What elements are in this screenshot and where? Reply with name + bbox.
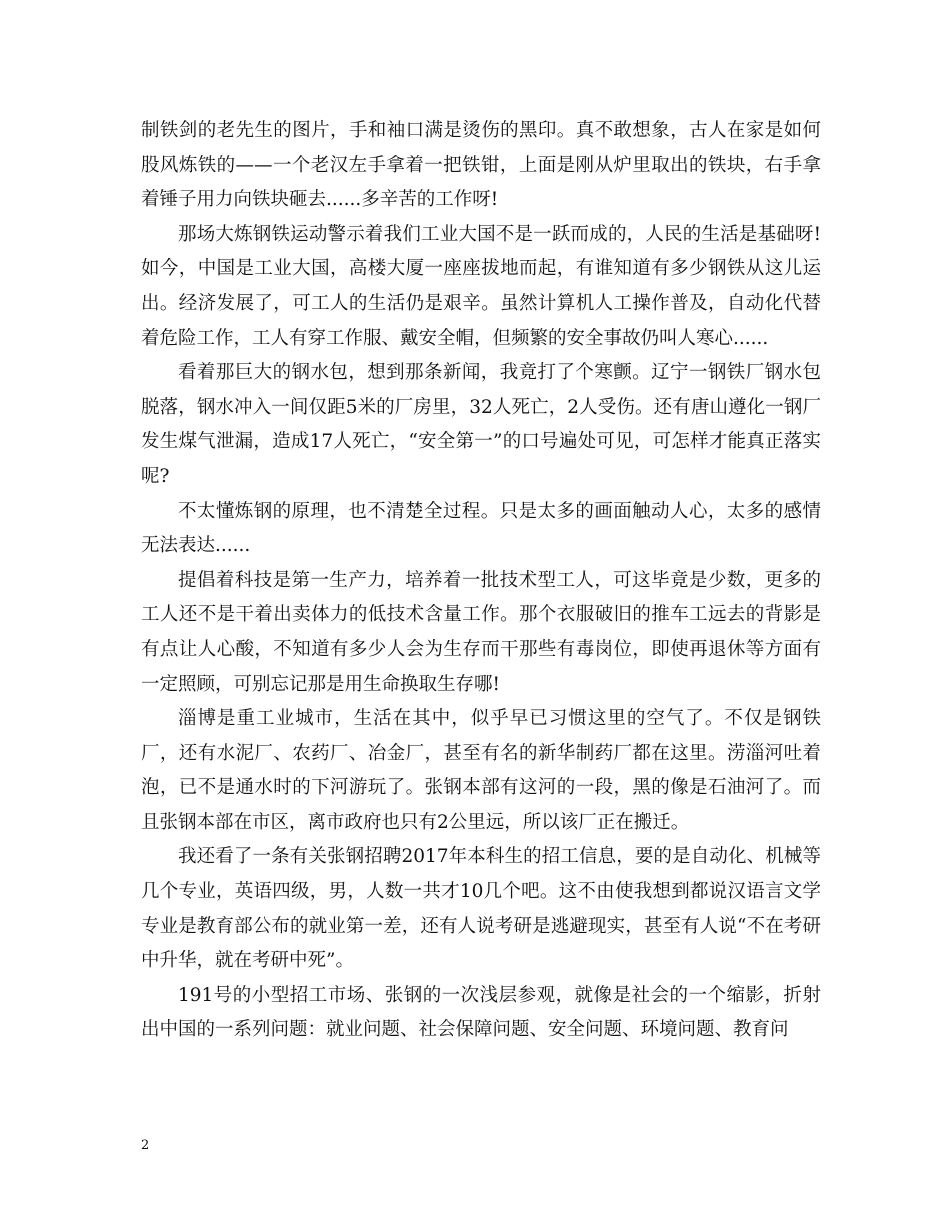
paragraph: 淄博是重工业城市，生活在其中，似乎早已习惯这里的空气了。不仅是钢铁厂，还有水泥厂、农药厂、冶金厂，甚至有名的新华制药厂都在这里。涝淄河吐着泡，已不是通水时的下河游玩了。张钢本部有这河的一段，黑的像是石油河了。而且张钢本部在市区，离市政府也只有2公里远，所以该厂正在搬迁。 xyxy=(141,708,821,833)
paragraph: 那场大炼钢铁运动警示着我们工业大国不是一跃而成的，人民的生活是基础呀!如今，中国是工业大国，高楼大厦一座座拔地而起，有谁知道有多少钢铁从这儿运出。经济发展了，可工人的生活仍是艰辛。虽然计算机人工操作普及，自动化代替着危险工作，工人有穿工作服、戴安全帽，但频繁的安全事故仍叫人寒心...... xyxy=(141,223,821,349)
paragraph: 不太懂炼钢的原理，也不清楚全过程。只是太多的画面触动人心，太多的感情无法表达...... xyxy=(141,500,821,557)
paragraph: 191号的小型招工市场、张钢的一次浅层参观，就像是社会的一个缩影，折射出中国的一系列问题：就业问题、社会保障问题、安全问题、环境问题、教育问 xyxy=(141,984,821,1041)
paragraph: 提倡着科技是第一生产力，培养着一批技术型工人，可这毕竟是少数，更多的工人还不是干着出卖体力的低技术含量工作。那个衣服破旧的推车工远去的背影是有点让人心酸，不知道有多少人会为生存而干那些有毒岗位，即使再退休等方面有一定照顾，可别忘记那是用生命换取生存哪! xyxy=(141,569,821,695)
page-number: 2 xyxy=(141,1138,150,1153)
paragraph: 制铁剑的老先生的图片，手和袖口满是烫伤的黑印。真不敢想象，古人在家是如何股风炼铁的——一个老汉左手拿着一把铁钳，上面是刚从炉里取出的铁块，右手拿着锤子用力向铁块砸去......多辛苦的工作呀! xyxy=(141,120,821,211)
paragraph: 我还看了一条有关张钢招聘2017年本科生的招工信息，要的是自动化、机械等几个专业，英语四级，男，人数一共才10几个吧。这不由使我想到都说汉语言文学专业是教育部公布的就业第一差，还有人说考研是逃避现实，甚至有人说“不在考研中升华，就在考研中死”。 xyxy=(141,846,821,972)
paragraph: 看着那巨大的钢水包，想到那条新闻，我竟打了个寒颤。辽宁一钢铁厂钢水包脱落，钢水冲入一间仅距5米的厂房里，32人死亡，2人受伤。还有唐山遵化一钢厂发生煤气泄漏，造成17人死亡，“安全第一”的口号遍处可见，可怎样才能真正落实呢? xyxy=(141,362,821,487)
body-text xyxy=(141,114,821,1048)
